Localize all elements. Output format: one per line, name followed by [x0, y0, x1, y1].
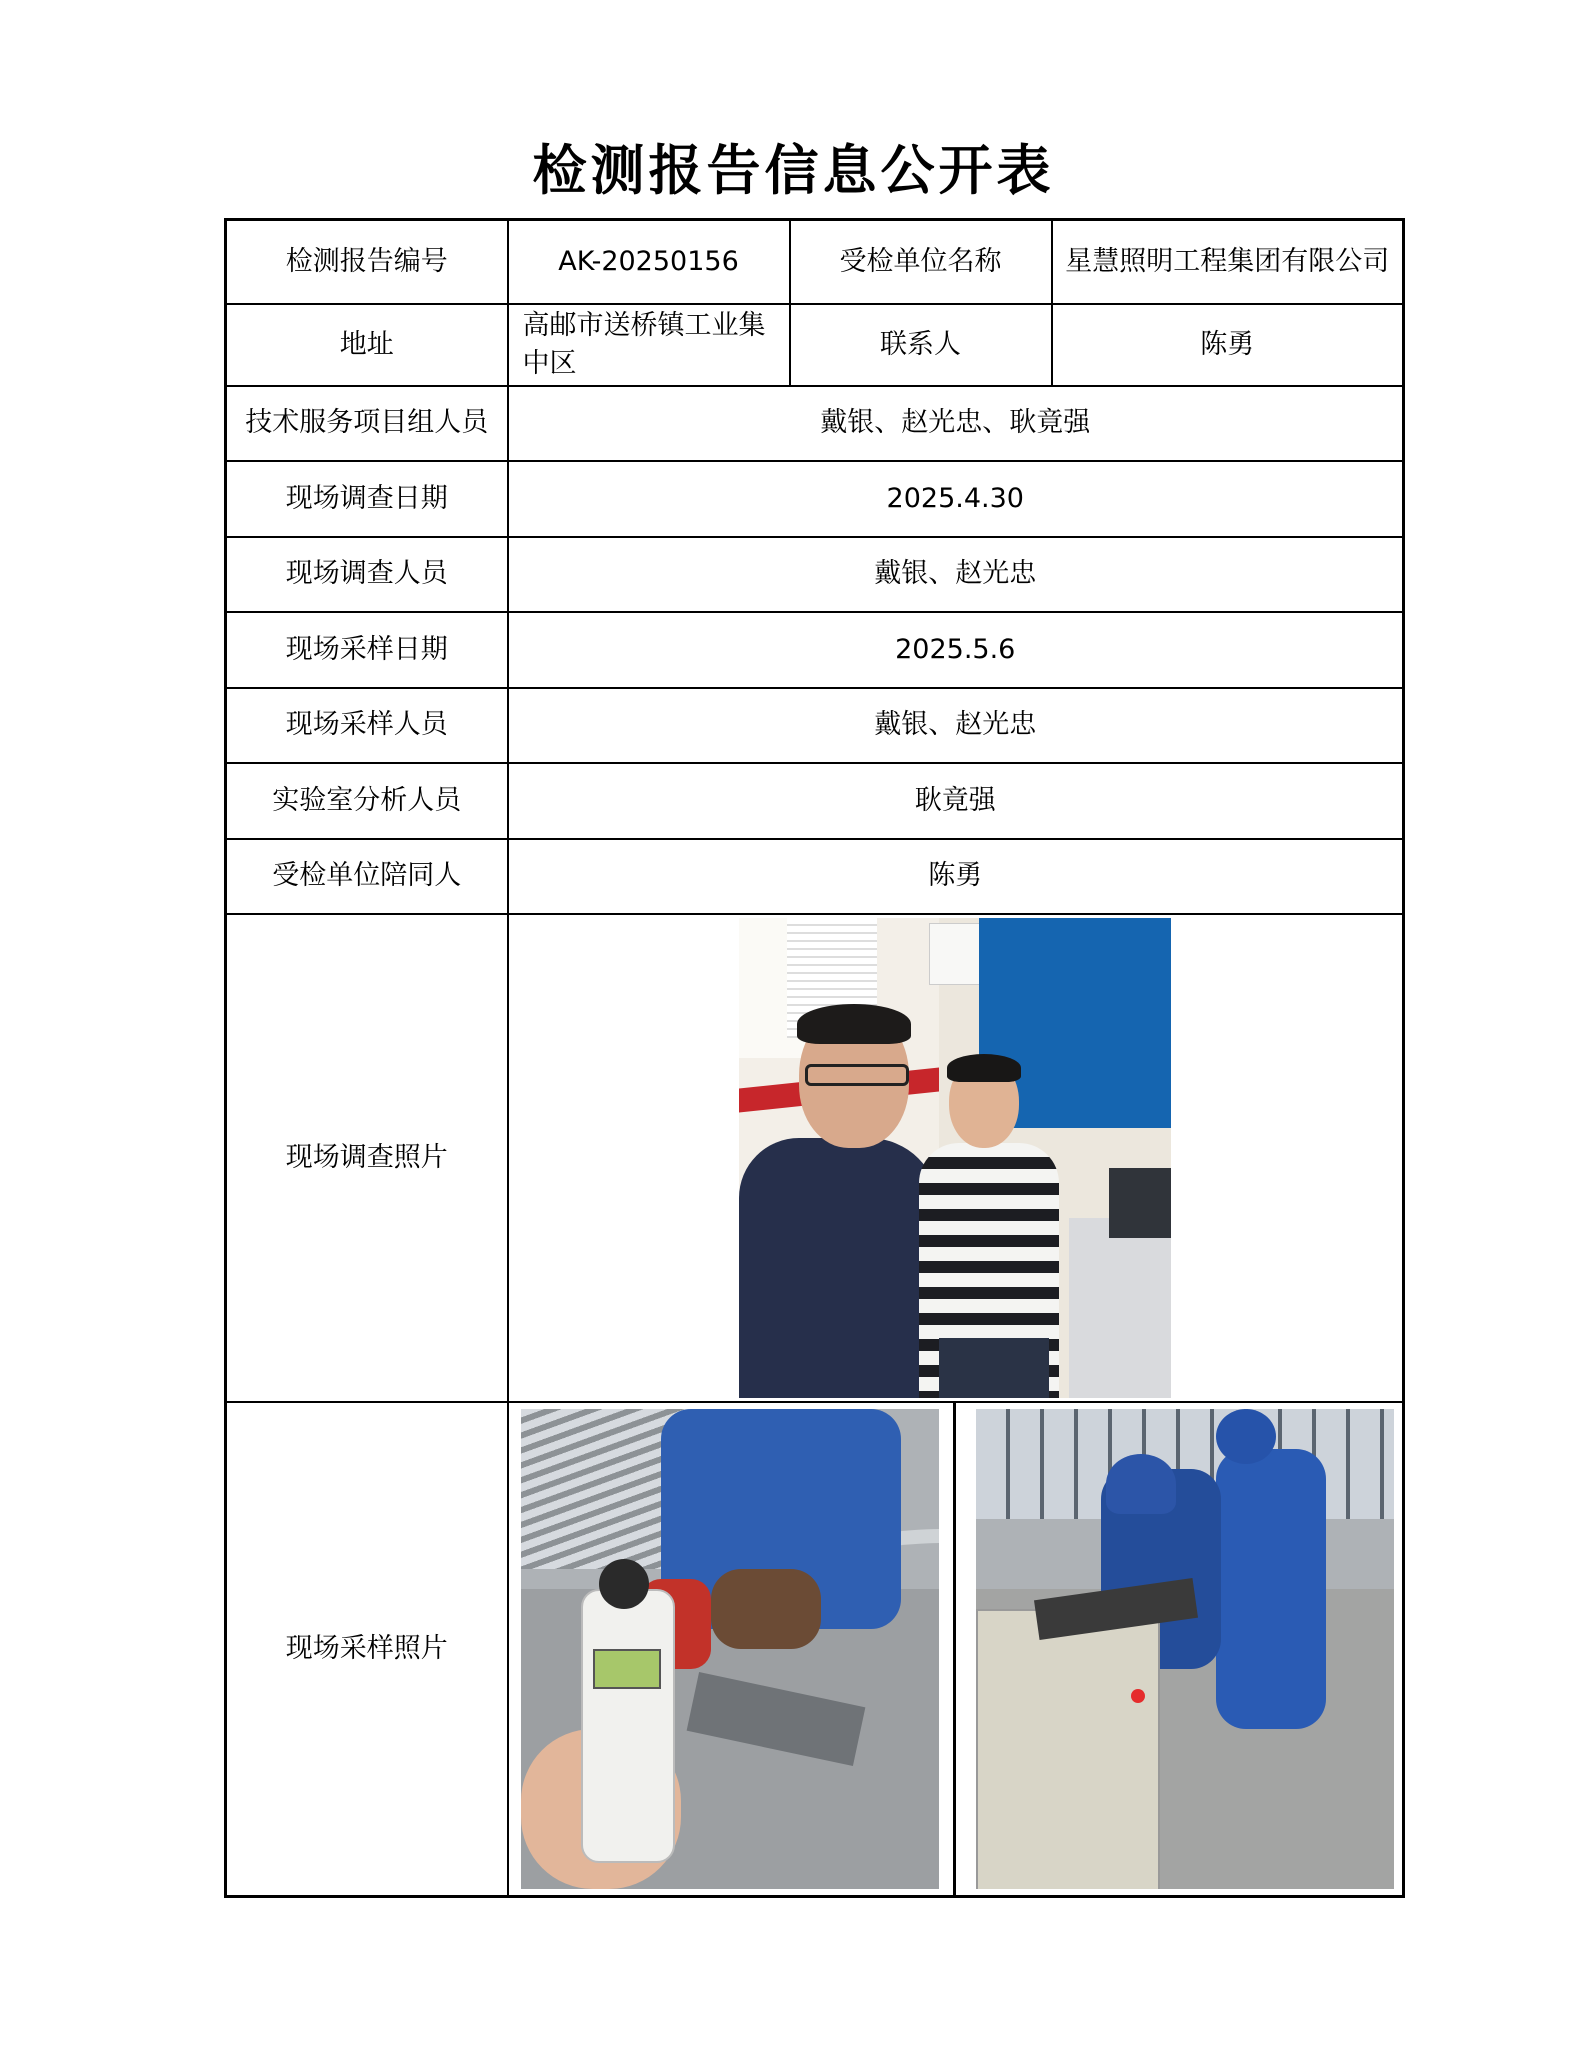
table-row: [226, 914, 1404, 1402]
sampling-staff-label: 现场采样人员: [226, 688, 508, 763]
report-no-label: 检测报告编号: [226, 220, 508, 304]
contact-value: 陈勇: [1052, 304, 1404, 386]
table-row: [226, 537, 1404, 612]
escort-value: 陈勇: [508, 839, 1404, 914]
page-title: 检测报告信息公开表: [532, 138, 1055, 202]
table-row: [226, 386, 1404, 461]
table-row: [226, 688, 1404, 763]
sampling-photo-2: [976, 1409, 1394, 1889]
survey-photo: [739, 918, 1171, 1398]
survey-staff-value: 戴银、赵光忠: [508, 537, 1404, 612]
sampling-date-value: 2025.5.6: [508, 612, 1404, 688]
table-row: [226, 461, 1404, 537]
report-no-value: AK-20250156: [508, 220, 790, 304]
address-label: 地址: [226, 304, 508, 386]
table-row: [226, 1402, 1404, 1897]
survey-photo-cell: [508, 914, 1404, 1402]
table-row: [226, 304, 1404, 386]
unit-value: 星慧照明工程集团有限公司: [1052, 220, 1404, 304]
contact-label: 联系人: [790, 304, 1052, 386]
table-row: [226, 220, 1404, 304]
lab-staff-label: 实验室分析人员: [226, 763, 508, 839]
survey-staff-label: 现场调查人员: [226, 537, 508, 612]
team-value: 戴银、赵光忠、耿竟强: [508, 386, 1404, 461]
table-row: [226, 612, 1404, 688]
sampling-photo-label: 现场采样照片: [226, 1402, 508, 1897]
survey-date-value: 2025.4.30: [508, 461, 1404, 537]
survey-date-label: 现场调查日期: [226, 461, 508, 537]
sampling-photo-1: [521, 1409, 939, 1889]
unit-label: 受检单位名称: [790, 220, 1052, 304]
table-row: [226, 763, 1404, 839]
sampling-photo-cell: [508, 1402, 1404, 1897]
sampling-staff-value: 戴银、赵光忠: [508, 688, 1404, 763]
survey-photo-label: 现场调查照片: [226, 914, 508, 1402]
lab-staff-value: 耿竟强: [508, 763, 1404, 839]
team-label: 技术服务项目组人员: [226, 386, 508, 461]
escort-label: 受检单位陪同人: [226, 839, 508, 914]
address-value: 高邮市送桥镇工业集中区: [508, 304, 790, 386]
table-row: [226, 839, 1404, 914]
sampling-date-label: 现场采样日期: [226, 612, 508, 688]
report-table: [224, 218, 1405, 1898]
